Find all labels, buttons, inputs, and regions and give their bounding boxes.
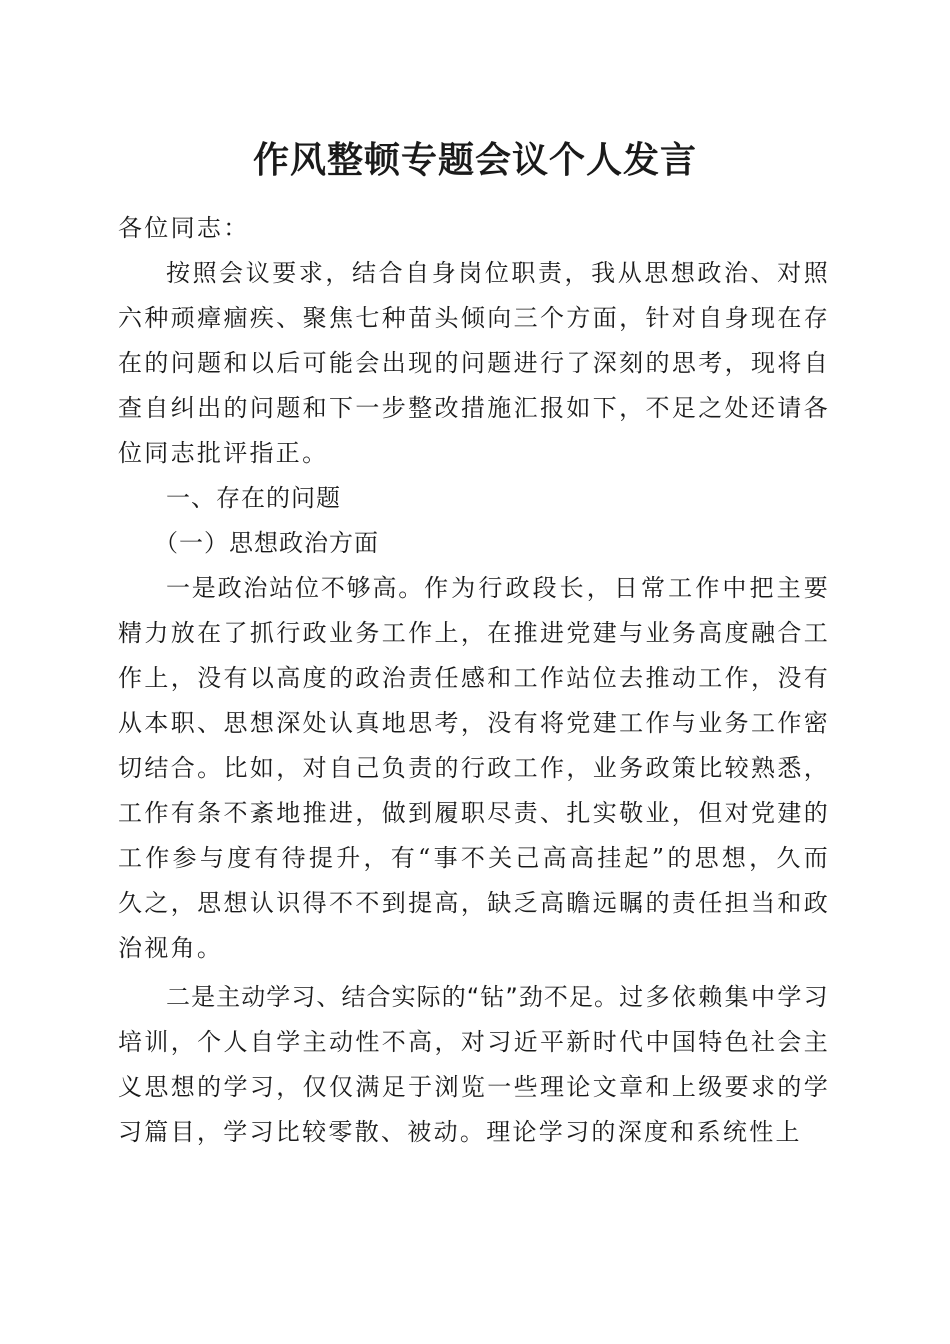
section-heading-problems: 一、存在的问题 bbox=[166, 484, 341, 512]
point-two-text: 过多依赖集中学习培训，个人自学主动性不高，对习近平新时代中国特色社会主义思想的学习，仅仅满足于浏览一些理论文章和上级要求的学习篇目，学习比较零散、被动。理论学习的深度和系统性上 bbox=[118, 983, 830, 1146]
point-one-lead: 一是政治站位不够高。 bbox=[166, 574, 425, 602]
document-body bbox=[118, 206, 830, 1155]
point-two-paragraph bbox=[118, 975, 830, 1155]
intro-paragraph: 按照会议要求，结合自身岗位职责，我从思想政治、对照六种顽瘴痼疾、聚焦七种苗头倾向三个方面，针对自身现在存在的问题和以后可能会出现的问题进行了深刻的思考，现将自查自纠出的问题和下一步整改措施汇报如下，不足之处还请各位同志批评指正。 bbox=[118, 259, 830, 467]
point-two-lead: 二是主动学习、结合实际的“钻”劲不足。 bbox=[166, 983, 620, 1011]
point-one-text: 作为行政段长，日常工作中把主要精力放在了抓行政业务工作上，在推进党建与业务高度融合工作上，没有以高度的政治责任感和工作站位去推动工作，没有从本职、思想深处认真地思考，没有将党建工作与业务工作密切结合。比如，对自己负责的行政工作，业务政策比较熟悉，工作有条不紊地推进，做到履职尽责、扎实敬业，但对党建的工作参与度有待提升，有“事不关己高高挂起”的思想，久而久之，思想认识得不不到提高，缺乏高瞻远瞩的责任担当和政治视角。 bbox=[118, 574, 830, 962]
document-title: 作风整顿专题会议个人发言 bbox=[252, 139, 697, 181]
point-one-paragraph bbox=[118, 566, 830, 971]
subsection-heading-ideology: （一）思想政治方面 bbox=[154, 529, 379, 557]
salutation: 各位同志： bbox=[118, 214, 250, 242]
